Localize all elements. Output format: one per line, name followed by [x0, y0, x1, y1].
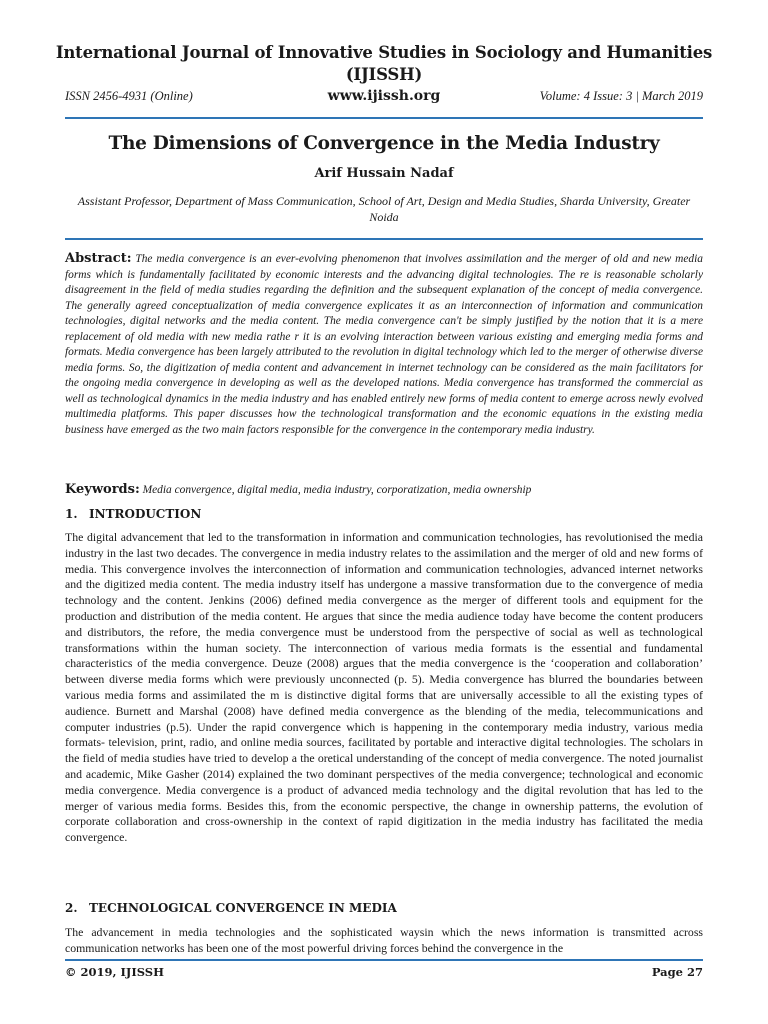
journal-website-link[interactable]: www.ijissh.org — [327, 88, 441, 104]
abstract-divider — [65, 238, 703, 240]
section-body: The digital advancement that led to the transformation in information and communication technologies, has revolutionised the media industry in the last two decades. The convergence in media industry relates to the assimilation and the merger of old and new forms of media. This convergence involves the interconnection of information and communication technologies, advanced internet networks and the digitized media content. The media industry itself has undergone a massive transformation due to the convergence of media technology and the content. Jenkins (2006) defined media convergence as the merger of different tools and equipment for the production and distribution of the media content. He argues that since the media audience today have become the content producers and distributors, the refore, the media convergence must be understood from the perspective of social as well as technological transformations within the human society. The interconnection of various media formats is the essential and fundamental characteristics of the media convergence. Deuze (2008) argues that the media convergence is the ‘cooperation and collaboration’ between diverse media forms which were previously unconnected (p. 5). Media convergence has blurred the boundaries between various media forms and assimilated the m is distinctive digital forms that are universally accessible to all the existing types of audience. Burnett and Marshal (2008) have defined media convergence as the blending of the media, telecommunications and computer industries (p.5). Under the rapid convergence which is happening in the contemporary media industry, various media formats- television, print, radio, and online media sources, facilitated by portable and interactive digital technologies. The scholars in the field of media studies have tried to develop a the oretical understanding of the concept of media convergence. The noted journalist and academic, Mike Gasher (2014) explained the two dominant perspectives of the media convergence; technological and economic media convergence. Media convergence is a product of advanced media technology and the digital revolution that has led to the merger of various media forms. Besides this, from the economic perspective, the change in ownership patterns, the evolution of corporate collaboration and cross-ownership in the context of rapid digitization in the media industry has facilitated the media convergence. — [65, 530, 703, 845]
abstract-text: The media convergence is an ever-evolving phenomenon that involves assimilation and the merger of old and new media forms which is fundamentally facilitated by economic interests and the advancing digital technologies. The re is reasonable scholarly disagreement in the field of media studies regarding the definition and the subsequent explanation of the concept of media convergence. The generally agreed conceptualization of media convergence explicates it as an interconnection of information and communication technologies, digital networks and the media content. The media convergence can't be simply justified by the notion that it is a mere replacement of old media with new media rathe r it is an evolving interaction between various existing and emerging media forms and formats. Media convergence has been largely attributed to the revolution in digital technology which led to the merger of otherwise diverse media forms. So, the digitization of media content and advancement in internet technology can be considered as the main facilitators for the ongoing media convergence in developing as well as the developed nations. Media convergence has transformed the commercial as well as technological dynamics in the media industry and has enabled entirely new forms of media content to emerge across newly evolved multimedia platforms. This paper discusses how the technological transformation and the economic equations in the existing media business have emerged as the two main factors responsible for the convergence in the contemporary media industry. — [65, 253, 703, 436]
journal-meta-row — [65, 89, 703, 105]
issn: ISSN 2456-4931 (Online) — [65, 89, 193, 103]
keywords-text: Media convergence, digital media, media industry, corporatization, media ownership — [142, 484, 532, 496]
section-title: TECHNOLOGICAL CONVERGENCE IN MEDIA — [89, 901, 397, 915]
section-heading — [65, 507, 703, 521]
author-affiliation: Assistant Professor, Department of Mass Communication, School of Art, Design and Media Studies, Sharda University, Greater Noida — [77, 194, 691, 224]
section-heading — [65, 901, 703, 915]
keywords-label: Keywords: — [65, 482, 140, 497]
section-number: 2. — [65, 901, 78, 915]
copyright: © 2019, IJISSH — [65, 965, 164, 979]
paper-title: The Dimensions of Convergence in the Media Industry — [108, 133, 660, 154]
keywords — [65, 482, 703, 497]
header-divider — [65, 117, 703, 119]
section-title: INTRODUCTION — [89, 507, 202, 521]
section-number: 1. — [65, 507, 78, 521]
abstract — [65, 251, 703, 438]
page-number: Page 27 — [651, 965, 703, 979]
volume-issue: Volume: 4 Issue: 3 | March 2019 — [539, 89, 703, 103]
journal-title-line1: International Journal of Innovative Studies in Sociology and Humanities — [55, 43, 713, 62]
abstract-label: Abstract: — [65, 251, 132, 266]
section-body: The advancement in media technologies and the sophisticated waysin which the news information is transmitted across communication networks has been one of the most powerful driving forces behind the convergence in the — [65, 925, 703, 955]
journal-title-line2: (IJISSH) — [345, 65, 423, 84]
author-name: Arif Hussain Nadaf — [314, 166, 454, 181]
journal-title — [40, 42, 728, 86]
footer-divider — [65, 959, 703, 961]
